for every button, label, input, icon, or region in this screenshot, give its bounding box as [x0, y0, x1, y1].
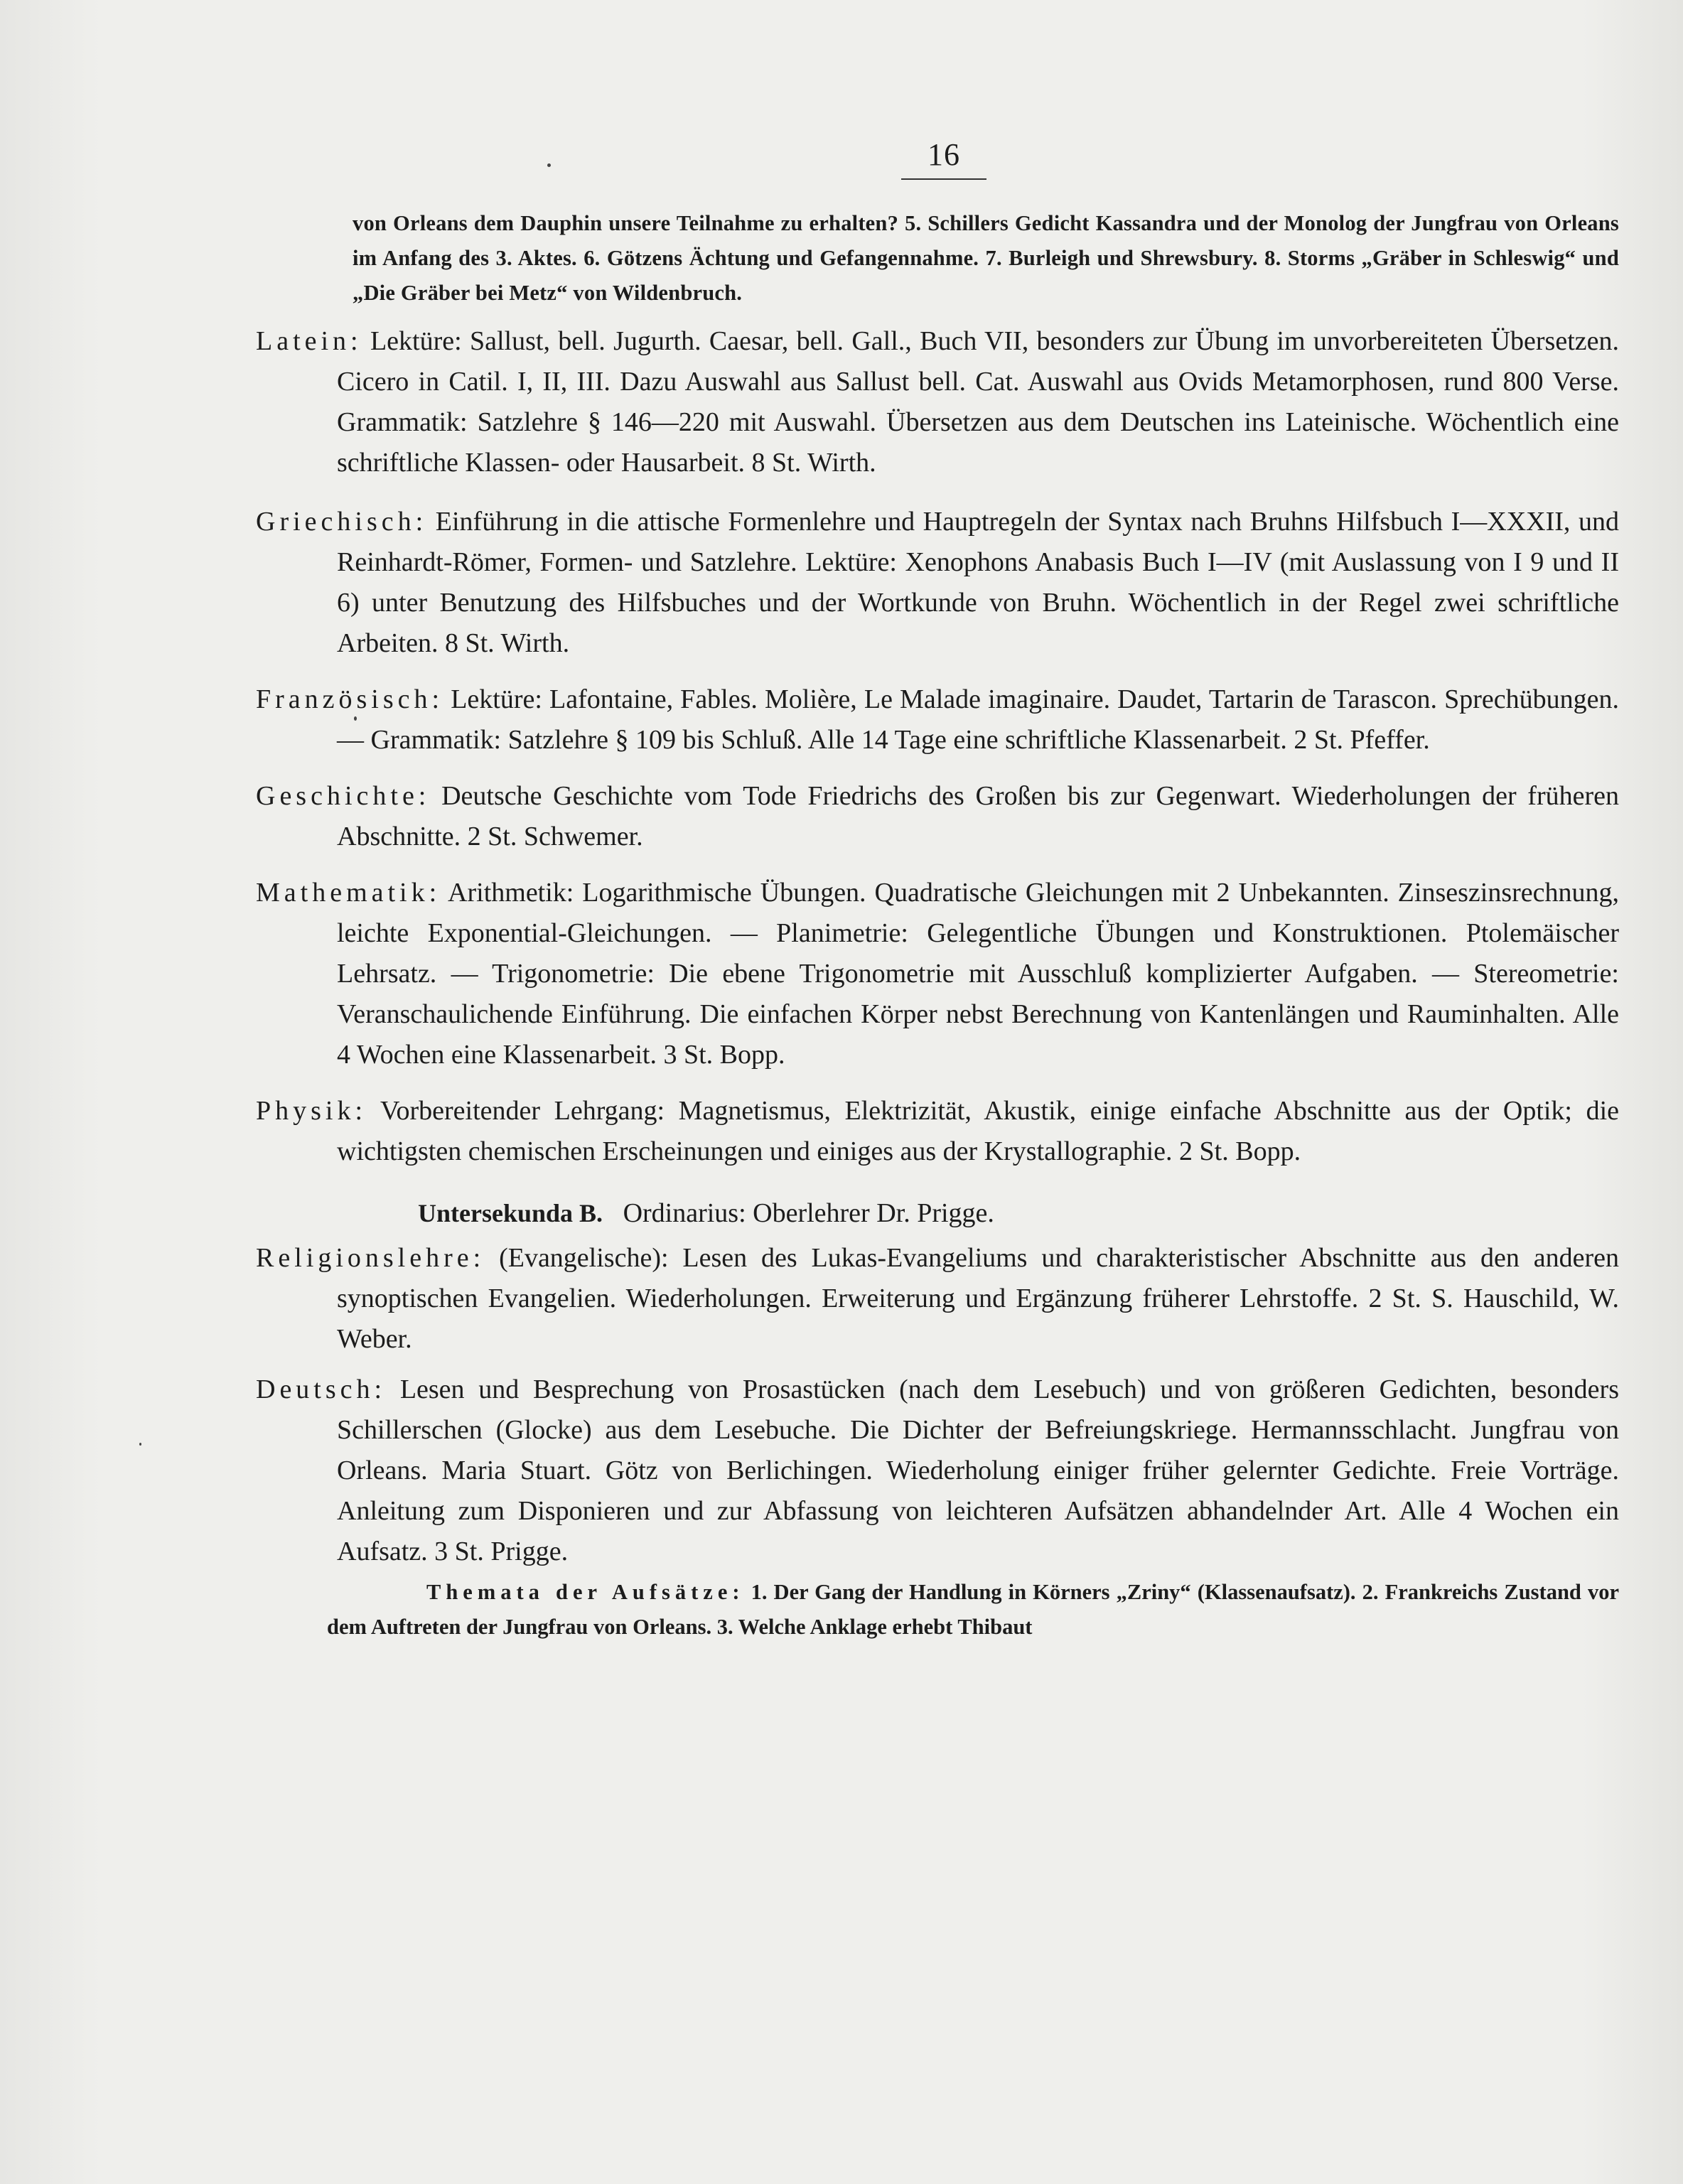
subject-physik — [256, 1091, 1619, 1172]
intro-continuation: von Orleans dem Dauphin unsere Teilnahme zu erhalten? 5. Schillers Gedicht Kassandra und der Monolog der Jungfrau von Orleans im Anfang des 3. Aktes. 6. Götzens Ächtung und Gefangennahme. 7. Burleigh und Shrewsbury. 8. Storms „Gräber in Schleswig“ und „Die Gräber bei Metz“ von Wildenbruch. — [353, 211, 1619, 305]
print-speck — [139, 1443, 141, 1446]
subject-text: Lektüre: Lafontaine, Fables. Molière, Le Malade imaginaire. Daudet, Tartarin de Tarascon. Sprechübungen. — Grammatik: Satzlehre § 109 bis Schluß. Alle 14 Tage eine schriftliche Klassenarbeit. 2 St. Pfeffer. — [337, 684, 1620, 755]
subject-label: Französisch: — [256, 684, 444, 714]
subject-label: Physik: — [256, 1096, 367, 1126]
subject-latein — [256, 321, 1619, 483]
subject-label: Religionslehre: — [256, 1243, 485, 1273]
subject-text: Arithmetik: Logarithmische Übungen. Quadratische Gleichungen mit 2 Unbekannten. Zinseszinsrechnung, leichte Exponential-Gleichungen. — Planimetrie: Gelegentliche Übungen und Konstruktionen. Ptolemäischer Lehrsatz. — Trigonometrie: Die ebene Trigonometrie mit Ausschluß komplizierter Aufgaben. — Stereometrie: Veranschaulichende Einführung. Die einfachen Körper nebst Berechnung von Kantenlängen und Rauminhalten. Alle 4 Wochen eine Klassenarbeit. 3 St. Bopp. — [337, 878, 1619, 1070]
subject-deutsch — [256, 1370, 1619, 1572]
subject-text: Einführung in die attische Formenlehre und Hauptregeln der Syntax nach Bruhns Hilfsbuch I—XXXII, und Reinhardt-Römer, Formen- und Satzlehre. Lektüre: Xenophons Anabasis Buch I—IV (mit Auslassung von I 9 und II 6) unter Benutzung des Hilfsbuches und der Wortkunde von Bruhn. Wöchentlich in der Regel zwei schriftliche Arbeiten. 8 St. Wirth. — [337, 507, 1619, 658]
subject-text: (Evangelische): Lesen des Lukas-Evangeliums und charakteristischer Abschnitte aus den anderen synoptischen Evangelien. Wiederholungen. Erweiterung und Ergänzung früherer Lehrstoffe. 2 St. S. Hauschild, W. Weber. — [337, 1243, 1620, 1354]
subject-label: Latein: — [256, 326, 362, 356]
subject-franzoesisch — [256, 679, 1619, 760]
subject-geschichte — [256, 776, 1619, 857]
subject-religionslehre — [256, 1238, 1619, 1360]
print-speck — [354, 716, 357, 721]
subject-mathematik — [256, 873, 1619, 1075]
class-name: Untersekunda B. — [418, 1199, 603, 1227]
themata-text: 1. Der Gang der Handlung in Körners „Zriny“ (Klassenaufsatz). 2. Frankreichs Zustand vor dem Auftreten der Jungfrau von Orleans. 3. Welche Anklage erhebt Thibaut — [327, 1580, 1619, 1639]
class-heading — [256, 1193, 1619, 1234]
subject-label: Geschichte: — [256, 781, 431, 811]
subject-text: Lesen und Besprechung von Prosastücken (nach dem Lesebuch) und von größeren Gedichten, besonders Schillerschen (Glocke) aus dem Lesebuche. Die Dichter der Befreiungskriege. Hermannsschlacht. Jungfrau von Orleans. Maria Stuart. Götz von Berlichingen. Wiederholung einiger früher gelernter Gedichte. Freie Vorträge. Anleitung zum Disponieren und zur Abfassung von leichteren Aufsätzen abhandelnder Art. Alle 4 Wochen ein Aufsatz. 3 St. Prigge. — [337, 1375, 1619, 1566]
section-a — [256, 321, 1619, 1645]
print-speck — [547, 163, 551, 167]
subject-label: Mathematik: — [256, 878, 441, 908]
themata-label: Themata der Aufsätze: — [426, 1580, 745, 1604]
subject-text: Lektüre: Sallust, bell. Jugurth. Caesar, bell. Gall., Buch VII, besonders zur Übung im unvorbereiteten Übersetzen. Cicero in Catil. I, II, III. Dazu Auswahl aus Sallust bell. Cat. Auswahl aus Ovids Metamorphosen, rund 800 Verse. Grammatik: Satzlehre § 146—220 mit Auswahl. Übersetzen aus dem Deutschen ins Lateinische. Wöchentlich eine schriftliche Klassen- oder Hausarbeit. 8 St. Wirth. — [337, 326, 1619, 478]
ordinarius: Ordinarius: Oberlehrer Dr. Prigge. — [623, 1198, 994, 1228]
subject-label: Deutsch: — [256, 1375, 387, 1404]
subject-text: Deutsche Geschichte vom Tode Friedrichs des Großen bis zur Gegenwart. Wiederholungen der früheren Abschnitte. 2 St. Schwemer. — [337, 781, 1619, 851]
themata-paragraph — [256, 1575, 1619, 1645]
subject-text: Vorbereitender Lehrgang: Magnetismus, Elektrizität, Akustik, einige einfache Abschnitte aus der Optik; die wichtigsten chemischen Erscheinungen und einiges aus der Krystallographie. 2 St. Bopp. — [337, 1096, 1619, 1166]
page-number: 16 — [901, 136, 986, 180]
subject-griechisch — [256, 502, 1619, 664]
subject-label: Griechisch: — [256, 507, 428, 537]
